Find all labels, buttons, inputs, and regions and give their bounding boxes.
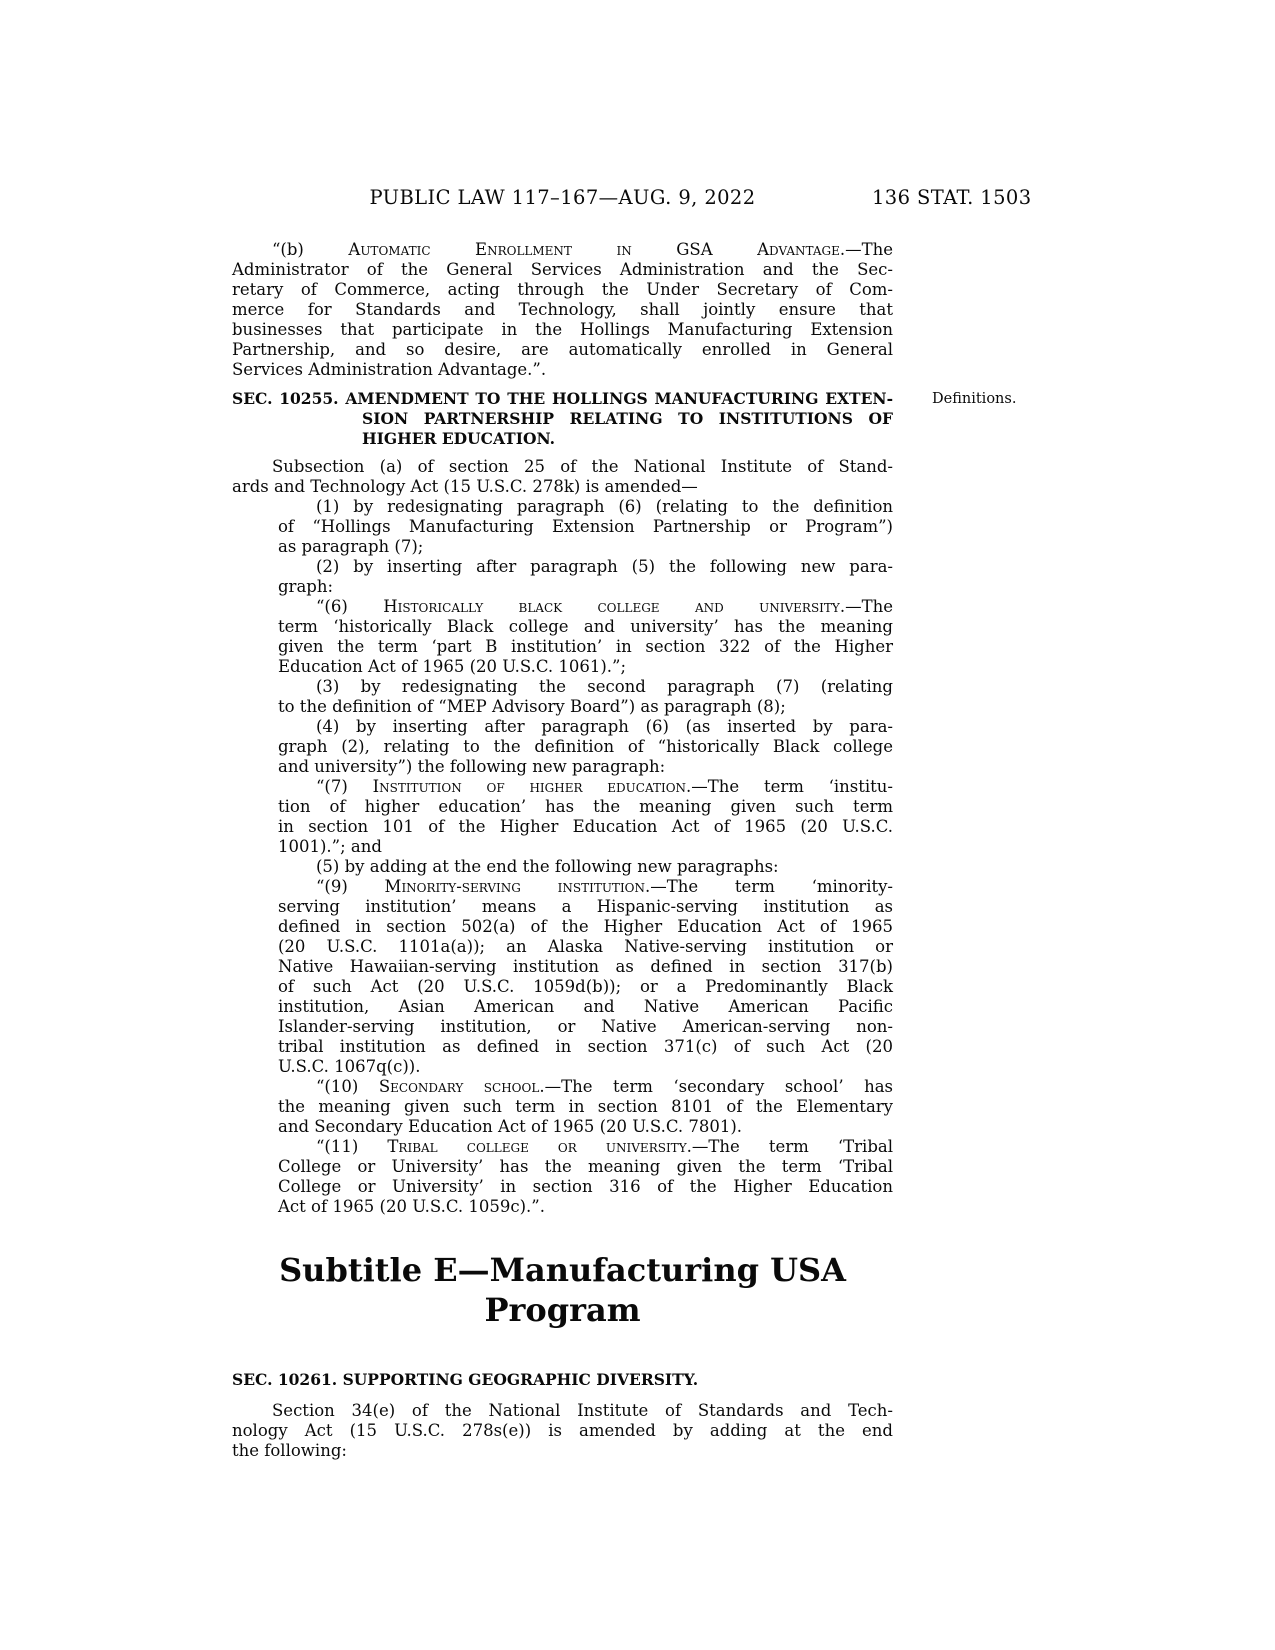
text-line <box>278 957 893 977</box>
defined-term: Tribal college or university <box>387 1137 687 1156</box>
text-line <box>362 409 893 429</box>
text-line <box>278 817 893 837</box>
text-line <box>316 597 893 617</box>
text-line <box>278 757 893 777</box>
text-segment: Administrator of the General Services Administration and the Sec- <box>232 260 893 279</box>
text-line <box>278 997 893 1017</box>
text-segment: College or University’ in section 316 of the Higher Education <box>278 1177 893 1196</box>
paragraph-b-gsa-advantage <box>232 240 893 380</box>
running-header-title: PUBLIC LAW 117–167—AUG. 9, 2022 <box>369 186 756 209</box>
text-line <box>278 657 893 677</box>
text-segment: graph: <box>278 577 334 596</box>
text-segment: (1) by redesignating paragraph (6) (relating to the definition <box>316 497 893 516</box>
text-segment: given the term ‘part B institution’ in section 322 of the Higher <box>278 637 893 656</box>
text-segment: to the definition of “MEP Advisory Board”) as paragraph (8); <box>278 697 786 716</box>
section-heading-10255 <box>232 389 1017 449</box>
page-number: 136 STAT. 1503 <box>872 186 1032 209</box>
amendment-item-4 <box>232 717 893 777</box>
text-line <box>316 857 893 877</box>
definition-paragraph-10 <box>232 1077 893 1137</box>
text-line <box>316 717 893 737</box>
text-segment: HIGHER EDUCATION. <box>362 429 556 448</box>
text-segment: .—The <box>839 597 893 616</box>
text-segment: Education Act of 1965 (20 U.S.C. 1061).”; <box>278 657 627 676</box>
text-segment: Act of 1965 (20 U.S.C. 1059c).”. <box>278 1197 545 1216</box>
paragraph-subsection-a <box>232 457 893 497</box>
text-segment: College or University’ has the meaning given the term ‘Tribal <box>278 1157 893 1176</box>
text-segment: .—The <box>839 240 893 259</box>
text-segment: .—The term ‘secondary school’ has <box>539 1077 894 1096</box>
text-segment: as paragraph (7); <box>278 537 424 556</box>
text-line <box>278 1097 893 1117</box>
text-segment: institution, Asian American and Native American Pacific <box>278 997 893 1016</box>
text-segment: Islander-serving institution, or Native American-serving non- <box>278 1017 893 1036</box>
paragraph-section-34e <box>232 1401 893 1461</box>
text-line <box>278 837 893 857</box>
text-segment: tribal institution as defined in section 371(c) of such Act (20 <box>278 1037 893 1056</box>
text-line <box>278 577 893 597</box>
text-line <box>232 340 893 360</box>
text-line <box>272 1401 893 1421</box>
defined-term: Minority-serving institution <box>384 877 646 896</box>
text-segment: SION PARTNERSHIP RELATING TO INSTITUTIONS OF <box>362 409 893 428</box>
text-line <box>316 677 893 697</box>
text-segment: “(b) <box>272 240 349 259</box>
text-line <box>316 877 893 897</box>
text-segment: “(11) <box>316 1137 388 1156</box>
text-line <box>278 797 893 817</box>
text-line <box>272 457 893 477</box>
amendment-item-1 <box>232 497 893 557</box>
text-line <box>278 517 893 537</box>
text-line <box>232 477 893 497</box>
defined-term: Automatic Enrollment in GSA Advantage <box>348 240 840 259</box>
amendment-item-2 <box>232 557 893 597</box>
text-line <box>278 537 893 557</box>
text-segment: 1001).”; and <box>278 837 382 856</box>
definition-paragraph-11 <box>232 1137 893 1217</box>
text-segment: serving institution’ means a Hispanic-serving institution as <box>278 897 893 916</box>
text-segment: (2) by inserting after paragraph (5) the following new para- <box>316 557 893 576</box>
text-segment: “(7) <box>316 777 373 796</box>
text-line <box>278 937 893 957</box>
text-segment: “(6) <box>316 597 384 616</box>
text-segment: SEC. 10255. AMENDMENT TO THE HOLLINGS MANUFACTURING EXTEN- <box>232 389 893 408</box>
text-segment: Partnership, and so desire, are automatically enrolled in General <box>232 340 893 359</box>
text-line <box>278 917 893 937</box>
text-line <box>278 1177 893 1197</box>
text-line <box>232 260 893 280</box>
text-segment: merce for Standards and Technology, shall jointly ensure that <box>232 300 893 319</box>
text-segment: nology Act (15 U.S.C. 278s(e)) is amended by adding at the end <box>232 1421 893 1440</box>
definition-paragraph-7 <box>232 777 893 857</box>
text-line <box>278 1197 893 1217</box>
definition-paragraph-9 <box>232 877 893 1077</box>
subtitle-e-heading <box>232 1250 893 1330</box>
text-line <box>278 977 893 997</box>
text-line <box>278 1117 893 1137</box>
text-line <box>278 1037 893 1057</box>
amendment-item-3 <box>232 677 893 717</box>
text-segment: Section 34(e) of the National Institute of Standards and Tech- <box>272 1401 893 1420</box>
text-segment: of “Hollings Manufacturing Extension Partnership or Program”) <box>278 517 893 536</box>
text-segment: and university”) the following new paragraph: <box>278 757 666 776</box>
text-line <box>316 557 893 577</box>
text-segment: .—The term ‘minority- <box>645 877 893 896</box>
text-segment: the following: <box>232 1441 347 1460</box>
text-segment: in section 101 of the Higher Education Act of 1965 (20 U.S.C. <box>278 817 893 836</box>
margin-note: Definitions. <box>932 391 1017 407</box>
text-segment: ards and Technology Act (15 U.S.C. 278k) is amended— <box>232 477 698 496</box>
text-segment: (3) by redesignating the second paragraph (7) (relating <box>316 677 893 696</box>
text-segment: term ‘historically Black college and university’ has the meaning <box>278 617 893 636</box>
text-line <box>278 1017 893 1037</box>
text-line <box>232 320 893 340</box>
text-segment: defined in section 502(a) of the Higher Education Act of 1965 <box>278 917 893 936</box>
text-segment: (5) by adding at the end the following new paragraphs: <box>316 857 779 876</box>
text-line <box>232 1441 893 1461</box>
text-line <box>278 1157 893 1177</box>
text-segment: Subsection (a) of section 25 of the National Institute of Stand- <box>272 457 893 476</box>
text-line <box>232 1250 893 1330</box>
text-segment: .—The term ‘institu- <box>686 777 893 796</box>
text-segment: tion of higher education’ has the meaning given such term <box>278 797 893 816</box>
text-line <box>278 897 893 917</box>
text-segment: SEC. 10261. SUPPORTING GEOGRAPHIC DIVERSITY. <box>232 1370 699 1389</box>
text-segment: .—The term ‘Tribal <box>686 1137 894 1156</box>
text-segment: Native Hawaiian-serving institution as defined in section 317(b) <box>278 957 893 976</box>
section-heading-10261 <box>232 1370 893 1390</box>
defined-term: Institution of higher education <box>372 777 687 796</box>
text-segment: (4) by inserting after paragraph (6) (as inserted by para- <box>316 717 893 736</box>
text-segment: retary of Commerce, acting through the Under Secretary of Com- <box>232 280 893 299</box>
text-segment: U.S.C. 1067q(c)). <box>278 1057 421 1076</box>
text-segment: the meaning given such term in section 8101 of the Elementary <box>278 1097 893 1116</box>
text-line <box>316 777 893 797</box>
definition-paragraph-6 <box>232 597 893 677</box>
text-line <box>362 429 893 449</box>
text-line <box>278 617 893 637</box>
text-line <box>232 280 893 300</box>
text-line <box>316 497 893 517</box>
text-segment: businesses that participate in the Hollings Manufacturing Extension <box>232 320 893 339</box>
text-line <box>278 697 893 717</box>
text-segment: and Secondary Education Act of 1965 (20 U.S.C. 7801). <box>278 1117 743 1136</box>
text-segment: of such Act (20 U.S.C. 1059d(b)); or a Predominantly Black <box>278 977 893 996</box>
text-line <box>316 1137 893 1157</box>
defined-term: Secondary school <box>378 1077 540 1096</box>
text-segment: (20 U.S.C. 1101a(a)); an Alaska Native-serving institution or <box>278 937 893 956</box>
text-line <box>272 240 893 260</box>
text-line <box>232 360 893 380</box>
text-line <box>232 1421 893 1441</box>
text-line <box>316 1077 893 1097</box>
text-line <box>232 1370 893 1390</box>
amendment-item-5 <box>232 857 893 877</box>
text-segment: Services Administration Advantage.”. <box>232 360 547 379</box>
text-line <box>232 300 893 320</box>
defined-term: Historically black college and university <box>383 597 840 616</box>
text-column <box>232 240 1017 1461</box>
text-segment: Subtitle E—Manufacturing USA Program <box>279 1251 846 1329</box>
text-segment: graph (2), relating to the definition of “historically Black college <box>278 737 893 756</box>
text-line <box>278 637 893 657</box>
text-line <box>278 1057 893 1077</box>
text-segment: “(9) <box>316 877 385 896</box>
text-line <box>232 389 893 409</box>
text-segment: “(10) <box>316 1077 379 1096</box>
text-line <box>278 737 893 757</box>
